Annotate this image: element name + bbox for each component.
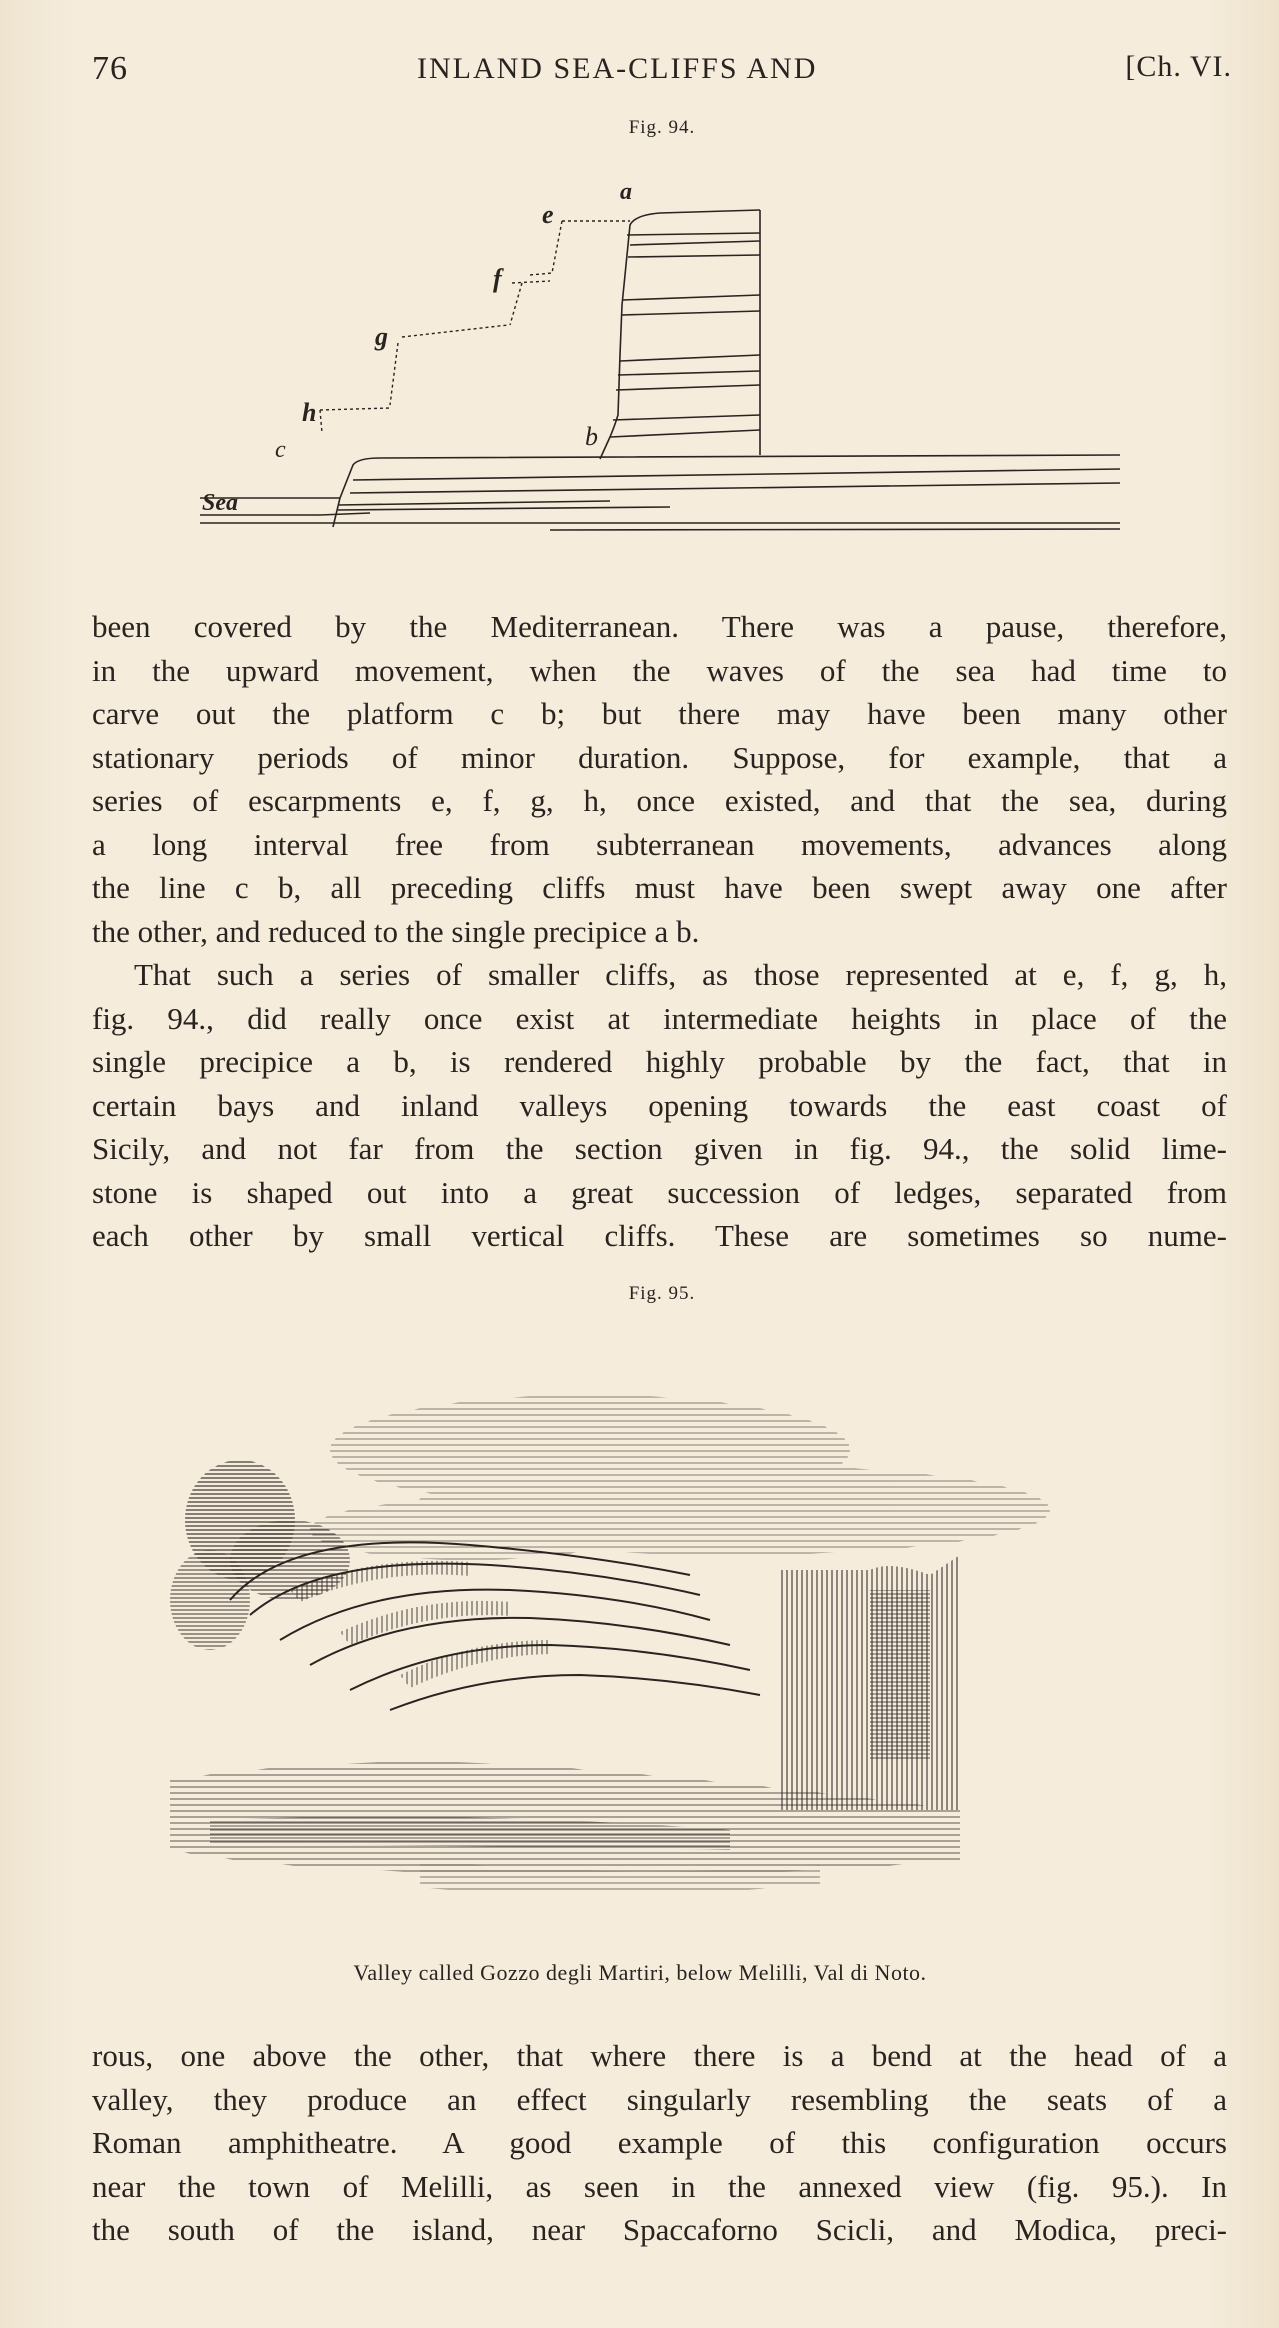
text-line: series of escarpments e, f, g, h, once existed, and that the sea, during	[92, 783, 1227, 818]
text-line: near the town of Melilli, as seen in the annexed view (fig. 95.). In	[92, 2168, 1227, 2204]
cliff-section-diagram	[190, 175, 1130, 565]
text-line: fig. 94., did really once exist at intermediate heights in place of the	[92, 1000, 1227, 1036]
figure-95-caption: Valley called Gozzo degli Martiri, below Melilli, Val di Noto.	[353, 1960, 927, 1985]
trees	[170, 1460, 350, 1650]
label-b: b	[585, 422, 598, 451]
label-f: f	[493, 264, 502, 293]
label-h: h	[302, 398, 317, 427]
escarpment-e-drop	[530, 221, 562, 275]
paragraph-2	[92, 953, 1227, 1258]
text-line: rous, one above the other, that where there is a bend at the head of a	[92, 2038, 1227, 2073]
label-sea: Sea	[202, 490, 238, 516]
figure-94-label: Fig. 94.	[628, 117, 696, 138]
label-a: a	[620, 179, 632, 205]
text-line: each other by small vertical cliffs. These are sometimes so nume-	[92, 1218, 1227, 1253]
text-line: the other, and reduced to the single precipice a b.	[92, 913, 700, 949]
text-line: That such a series of smaller cliffs, as those represented at e, f, g, h,	[134, 957, 1227, 992]
sky-clouds	[310, 1395, 1050, 1560]
escarpment-h-drop	[320, 410, 322, 433]
text-line: been covered by the Mediterranean. There was a pause, therefore,	[92, 609, 1227, 644]
running-title: INLAND SEA-CLIFFS AND	[417, 52, 818, 85]
figure-95-label: Fig. 95.	[628, 1283, 696, 1304]
page-number: 76	[92, 50, 128, 87]
text-line: the line c b, all preceding cliffs must have been swept away one after	[92, 870, 1227, 905]
text-line: stationary periods of minor duration. Suppose, for example, that a	[92, 739, 1227, 775]
text-line: single precipice a b, is rendered highly probable by the fact, that in	[92, 1044, 1227, 1079]
escarpment-f	[510, 283, 522, 325]
label-e: e	[542, 200, 554, 229]
text-line: the south of the island, near Spaccaforno Scicli, and Modica, preci-	[92, 2212, 1227, 2247]
label-c: c	[275, 437, 286, 463]
text-line: Roman amphitheatre. A good example of this configuration occurs	[92, 2125, 1227, 2160]
text-line: carve out the platform c b; but there may have been many other	[92, 696, 1227, 731]
paragraph-3	[92, 2034, 1227, 2252]
figure-95-engraving	[170, 1340, 1130, 1930]
text-line: certain bays and inland valleys opening towards the east coast of	[92, 1087, 1227, 1123]
escarpment-g	[390, 343, 398, 405]
text-line: in the upward movement, when the waves of the sea had time to	[92, 652, 1227, 688]
right-cliff	[780, 1555, 960, 1810]
label-g: g	[375, 322, 388, 351]
valley-engraving	[170, 1340, 1130, 1930]
cliff-a-b	[600, 210, 760, 459]
text-line: a long interval free from subterranean movements, advances along	[92, 826, 1227, 862]
text-line: Sicily, and not far from the section given in fig. 94., the solid lime-	[92, 1131, 1227, 1166]
paragraph-1	[92, 605, 1227, 953]
text-line: valley, they produce an effect singularly resembling the seats of a	[92, 2081, 1227, 2117]
text-line: stone is shaped out into a great succession of ledges, separated from	[92, 1174, 1227, 1210]
running-head	[92, 50, 1232, 90]
escarpment-h	[320, 408, 390, 410]
figure-94-diagram	[190, 175, 1130, 565]
chapter-marker: [Ch. VI.	[1125, 50, 1232, 83]
